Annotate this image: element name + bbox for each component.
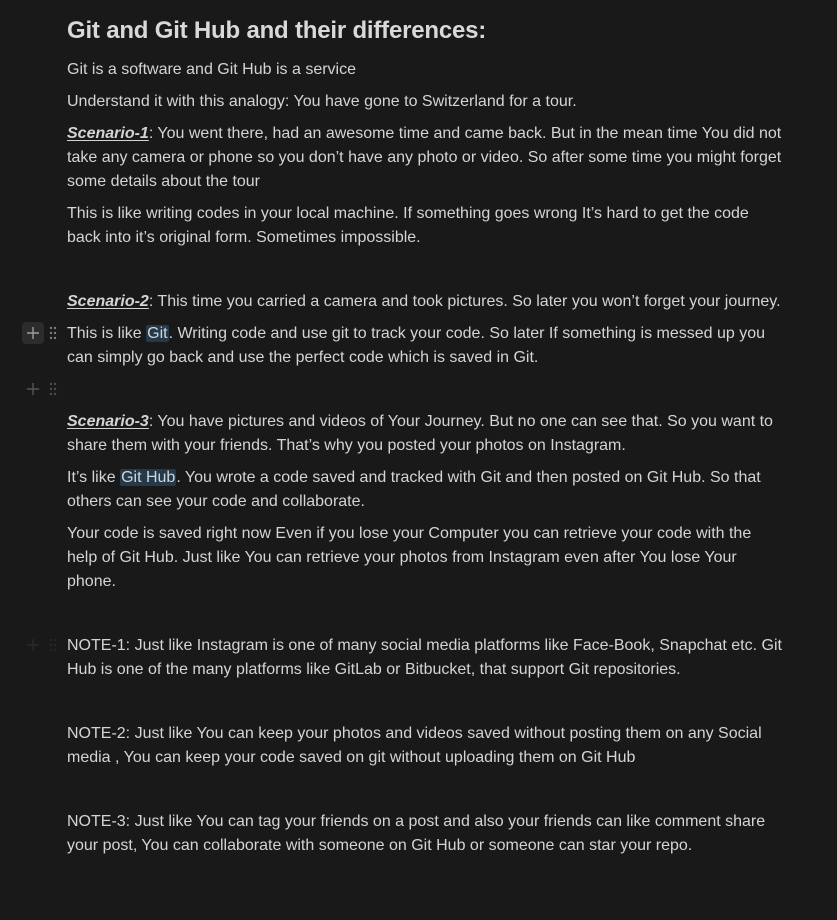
page-title[interactable]: Git and Git Hub and their differences: — [67, 17, 487, 44]
text-block-active[interactable] — [67, 322, 782, 370]
block-handle-faint[interactable] — [22, 634, 58, 656]
text-block[interactable] — [67, 290, 787, 314]
text-block[interactable] — [67, 122, 782, 194]
paragraph-text: Understand it with this analogy: You have gone to Switzerland for a tour. — [67, 93, 577, 110]
highlighted-text-git-hub[interactable]: Git Hub — [121, 469, 176, 486]
note-text: NOTE-1: Just like Instagram is one of many social media platforms like Face-Book, Snapchat etc. Git Hub is one of the many platforms like GitLab or Bitbucket, that support Git repositories. — [67, 637, 782, 678]
paragraph-text: . Writing code and use git to track your code. So later If something is messed up you can simply go back and use the perfect code which is saved in Git. — [67, 325, 766, 366]
text-block[interactable] — [67, 58, 782, 82]
note-block[interactable] — [67, 634, 782, 682]
paragraph-text: Your code is saved right now Even if you lose your Computer you can retrieve your code with the help of Git Hub. Just like You can retrieve your photos from Instagram even after You lose Your phone. — [67, 525, 752, 590]
scenario-2-label: Scenario-2 — [67, 293, 149, 310]
add-block-button[interactable] — [22, 378, 44, 400]
paragraph-text: This is like — [67, 325, 147, 342]
paragraph-text: It’s like — [67, 469, 121, 486]
text-block[interactable] — [67, 522, 782, 594]
note-block[interactable] — [67, 810, 782, 858]
text-block[interactable] — [67, 90, 782, 114]
drag-handle-icon — [49, 326, 57, 340]
plus-icon — [26, 638, 40, 652]
text-block[interactable] — [67, 410, 782, 458]
drag-handle-icon — [49, 382, 57, 396]
paragraph-text: . You wrote a code saved and tracked with Git and then posted on Git Hub. So that others can see your code and collaborate. — [67, 469, 761, 510]
paragraph-text: Git is a software and Git Hub is a service — [67, 61, 356, 78]
drag-handle[interactable] — [48, 382, 58, 396]
paragraph-text: : You have pictures and videos of Your Journey. But no one can see that. So you want to share them with your friends. That’s why you posted your photos on Instagram. — [67, 413, 773, 454]
note-text: NOTE-2: Just like You can keep your photos and videos saved without posting them on any Social media , You can keep your code saved on git without uploading them on Git Hub — [67, 725, 762, 766]
add-block-button[interactable] — [22, 322, 44, 344]
scenario-3-label: Scenario-3 — [67, 413, 149, 430]
plus-icon — [26, 326, 40, 340]
drag-handle[interactable] — [48, 638, 58, 652]
paragraph-text: : This time you carried a camera and took pictures. So later you won’t forget your journey. — [148, 293, 781, 310]
plus-icon — [26, 382, 40, 396]
highlighted-text-git[interactable]: Git — [147, 325, 168, 342]
block-handle-empty[interactable] — [22, 378, 58, 400]
block-handle-active[interactable] — [22, 322, 58, 344]
text-block[interactable] — [67, 466, 782, 514]
add-block-button[interactable] — [22, 634, 44, 656]
text-block[interactable] — [67, 202, 782, 250]
scenario-1-label: Scenario-1 — [67, 125, 149, 142]
note-text: NOTE-3: Just like You can tag your friends on a post and also your friends can like comment share your post, You can collaborate with someone on Git Hub or someone can star your repo. — [67, 813, 766, 854]
note-block[interactable] — [67, 722, 782, 770]
drag-handle-icon — [49, 638, 57, 652]
paragraph-text: : You went there, had an awesome time and came back. But in the mean time You did not take any camera or phone so you don’t have any photo or video. So after some time you might forget some details about the tour — [67, 125, 782, 190]
drag-handle[interactable] — [48, 326, 58, 340]
paragraph-text: This is like writing codes in your local machine. If something goes wrong It’s hard to get the code back into it’s original form. Sometimes impossible. — [67, 205, 749, 246]
